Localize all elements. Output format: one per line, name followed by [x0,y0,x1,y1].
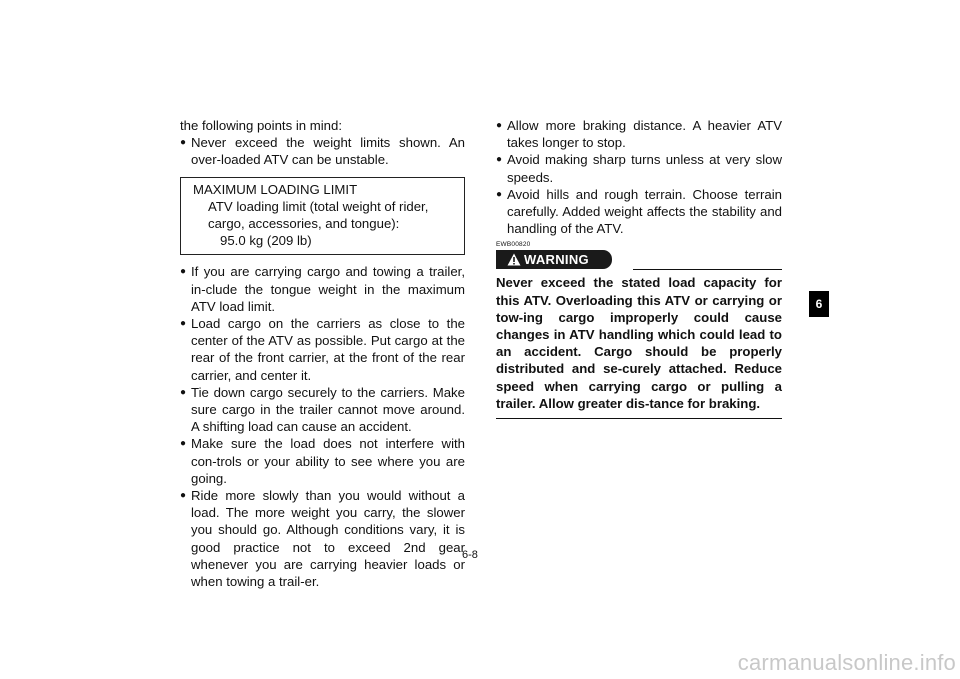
warning-code: EWB00820 [496,241,531,249]
bullet-icon: ● [180,137,187,149]
intro-text: the following points in mind: [180,118,343,133]
page-number: 6-8 [462,549,478,561]
list-item-text: Load cargo on the carriers as close to the center of the ATV as possible. Put cargo at the rear of the front carrier, at the front of the rear carrier, and center it. [191,316,465,383]
list-item-text: Ride more slowly than you would without a load. The more weight you carry, the slower you should go. Although conditions vary, it is good practice not to exceed 2nd gear whenever you are carrying heavier loads or when towing a trail-er. [191,488,465,590]
list-item [496,151,782,185]
warning-header-rule [633,269,782,270]
list-item-text: Avoid hills and rough terrain. Choose terrain carefully. Added weight affects the stability and handling of the ATV. [507,186,782,237]
list-item [180,384,465,436]
list-item-text: If you are carrying cargo and towing a trailer, in-clude the tongue weight in the maximum ATV load limit. [191,264,465,314]
bullet-icon: ● [180,318,187,330]
bullet-icon: ● [180,490,187,502]
bullet-icon: ● [180,438,187,450]
left-column [180,117,465,590]
warning-badge [496,250,612,269]
warning-label: WARNING [524,252,589,268]
loading-limit-description: ATV loading limit (total weight of rider, cargo, accessories, and tongue): [208,198,429,232]
warning-text: Never exceed the stated load capacity for this ATV. Overloading this ATV or carrying or tow-ing cargo improperly could cause changes in ATV handling which could lead to an accident. Cargo should be properly distributed and se-curely attached. Reduce speed when carrying cargo or pulling a trailer. Allow greater dis-tance for braking. [496,274,782,419]
loading-limit-title: MAXIMUM LOADING LIMIT [193,181,358,197]
list-item [180,134,465,168]
list-item [180,315,465,384]
bullet-icon: ● [496,120,503,131]
list-item-text: Never exceed the weight limits shown. An over-loaded ATV can be unstable. [191,135,465,168]
loading-limit-box [180,177,465,256]
list-item-text: Avoid making sharp turns unless at very slow speeds. [507,152,782,185]
bullet-icon: ● [496,188,503,200]
loading-limit-value: 95.0 kg (209 lb) [220,233,312,249]
list-item [180,435,465,487]
list-item-text: Make sure the load does not interfere with con-trols or your ability to see where you are going. [191,436,465,486]
watermark: carmanualsonline.info [737,650,956,675]
bullet-icon: ● [180,266,187,278]
list-item-text: Tie down cargo securely to the carriers. Make sure cargo in the trailer cannot move around. A shifting load can cause an accident. [191,384,465,435]
list-item-text: Allow more braking distance. A heavier ATV takes longer to stop. [507,118,782,151]
section-tab: 6 [809,291,829,317]
bullet-icon: ● [496,154,503,166]
warning-header [496,250,782,270]
list-item [496,186,782,238]
bullet-icon: ● [180,386,187,398]
list-item [180,263,465,315]
list-item [496,117,782,151]
right-column [496,117,782,419]
list-item [180,487,465,590]
warning-triangle-icon [507,253,521,266]
